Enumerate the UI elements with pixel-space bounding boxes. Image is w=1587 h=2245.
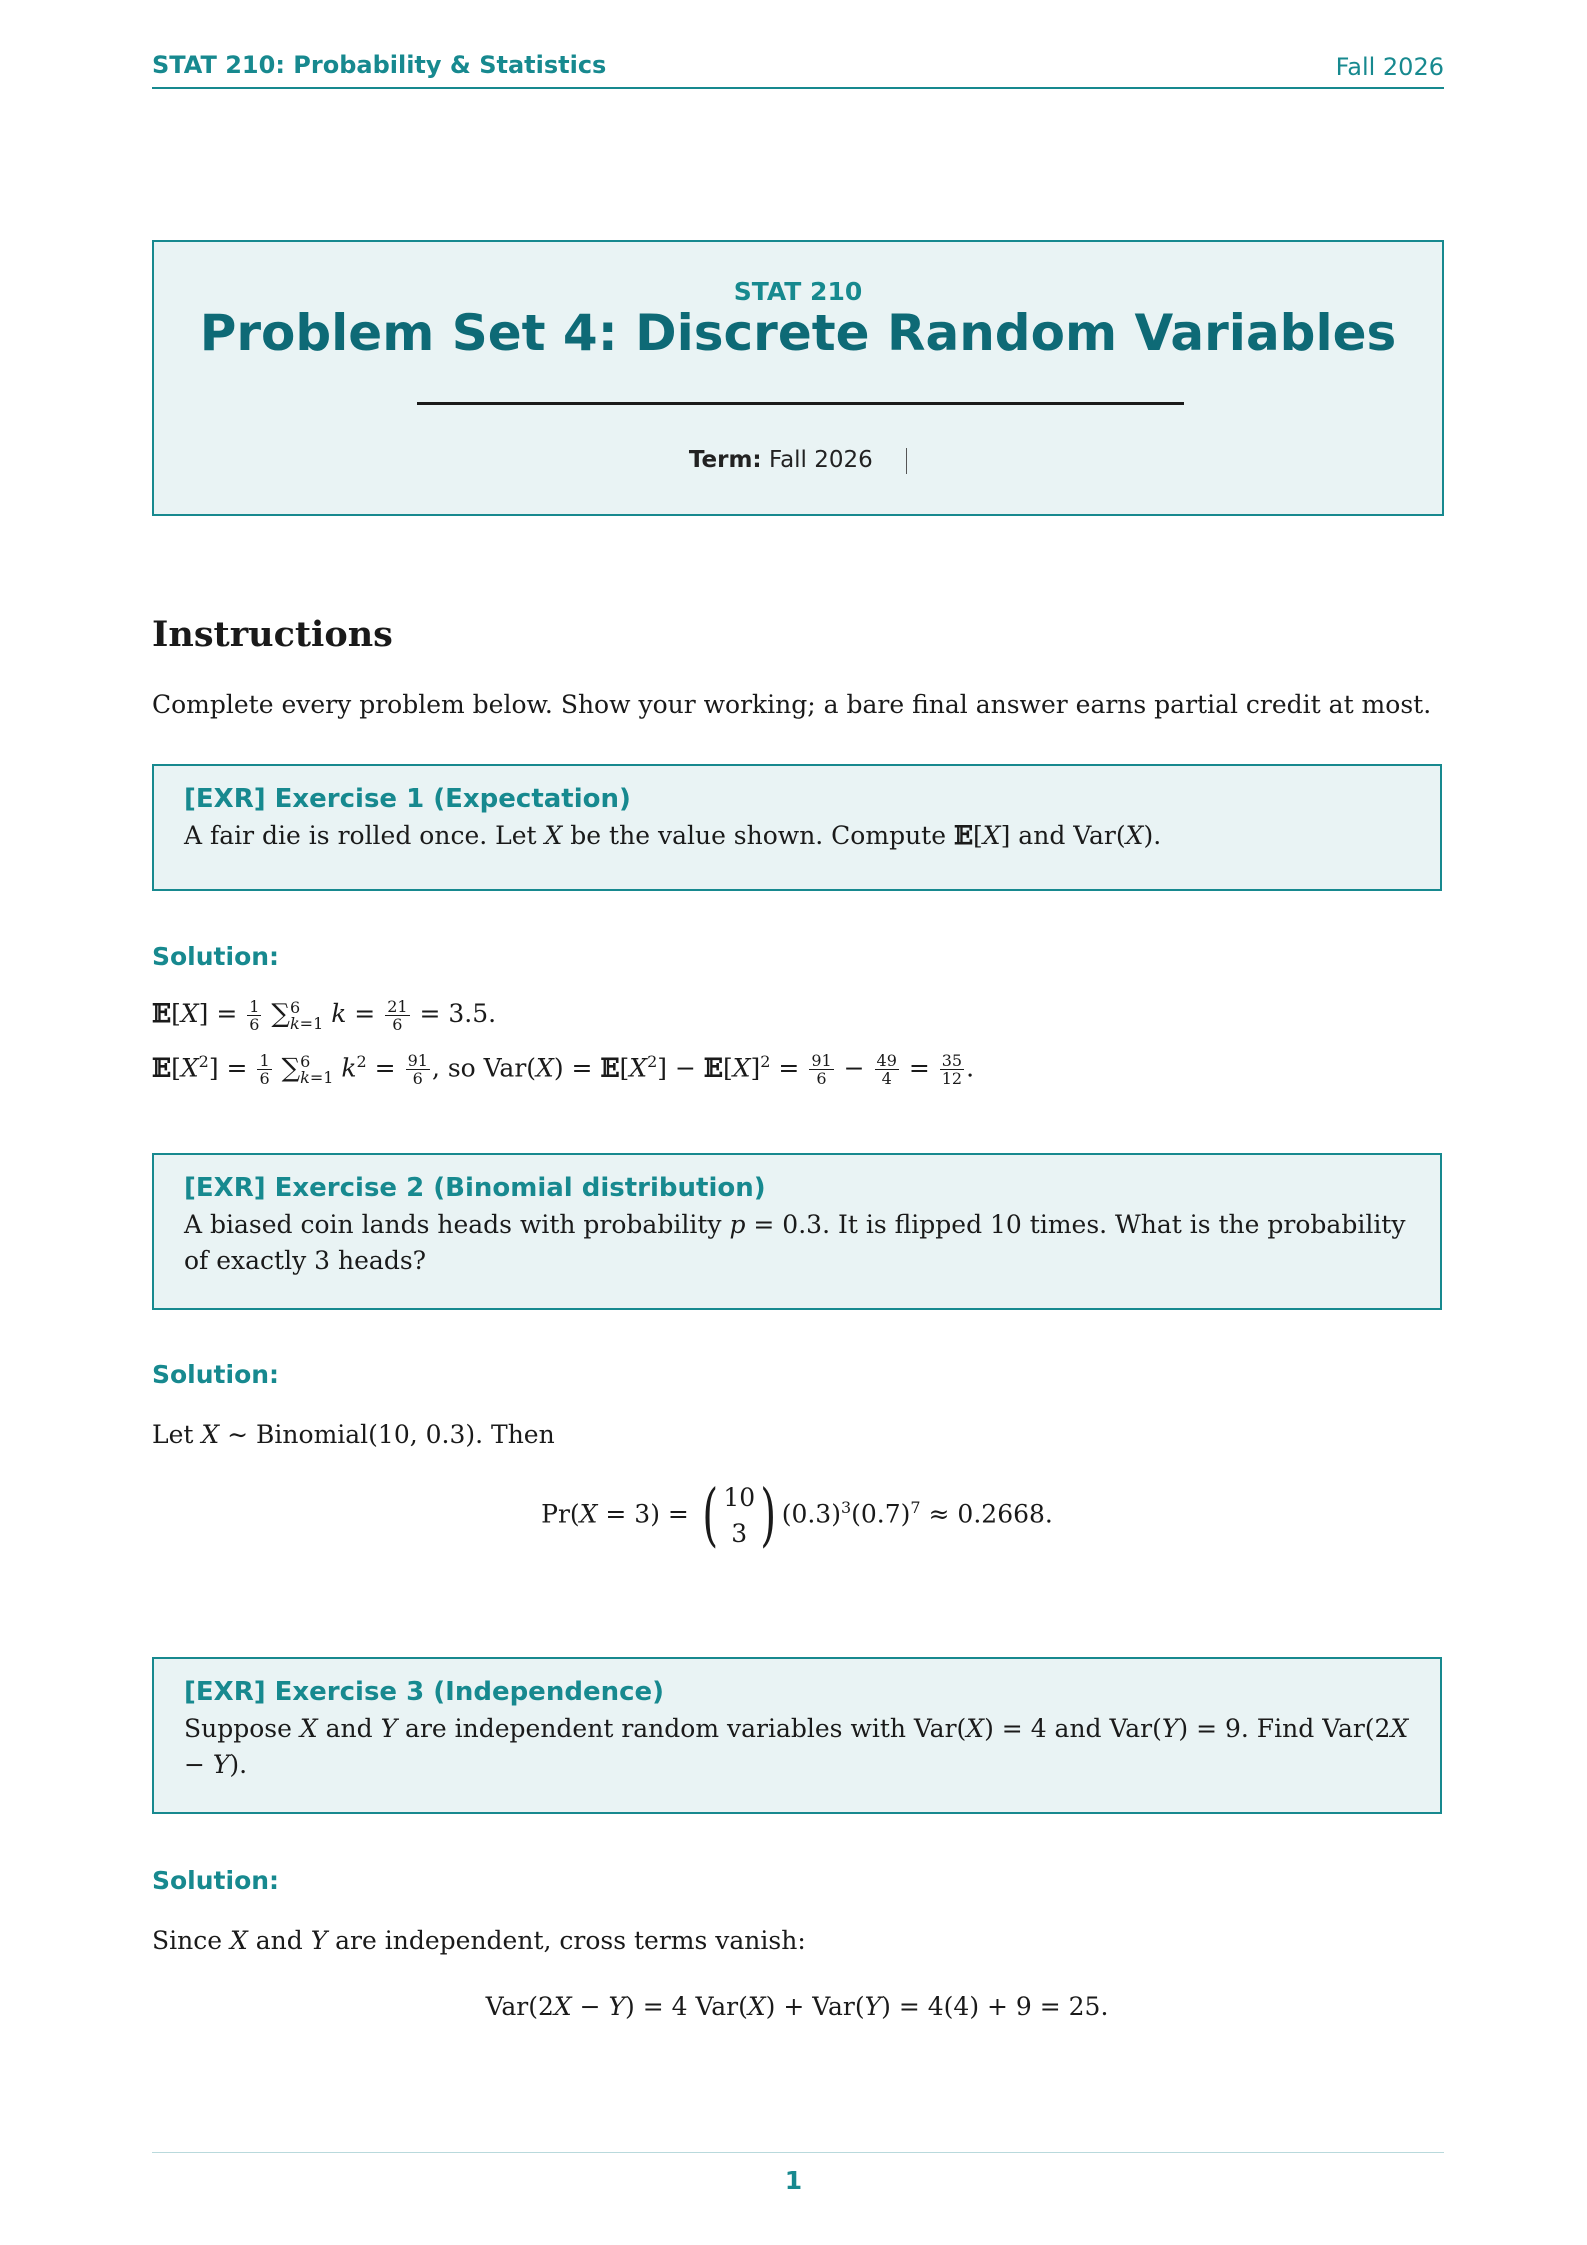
exercise-2-statement: A biased coin lands heads with probability p = 0.3. It is flipped 10 times. What is the probability of exactly 3 heads? (184, 1210, 1406, 1275)
exercise-3-solution-label: Solution: (152, 1866, 280, 1895)
term-separator (906, 448, 907, 474)
exercise-2-solution-label: Solution: (152, 1360, 280, 1389)
exercise-3-solution-line-1: Since X and Y are independent, cross terms vanish: (152, 1926, 806, 1955)
exercise-3-solution-line-2: Var(2X − Y) = 4 Var(X) + Var(Y) = 4(4) + 9 = 25. (485, 1992, 1109, 2021)
instructions-heading: Instructions (152, 614, 393, 655)
title-divider (417, 402, 1184, 405)
running-header-course: STAT 210: Probability & Statistics (152, 51, 607, 79)
exercise-2-box (152, 1153, 1442, 1310)
exercise-1-solution-line-1: 𝔼[X] = $\frac{1}{6}$ ∑6 k=1 k = $\frac{21}{6}$ = 3.5. (152, 997, 497, 1034)
exercise-3-statement: Suppose X and Y are independent random variables with Var(X) = 4 and Var(Y) = 9. Find Var(2X − Y). (184, 1714, 1409, 1779)
exercise-2-solution-line-2: Pr(X = 3) = ( 10 3 ) $(0.3)^3(0.7)^7 \approx 0.2668$. (541, 1476, 1053, 1555)
title-block (152, 240, 1444, 516)
course-tag: STAT 210 (733, 277, 863, 306)
exercise-1-solution-line-2: $𝔼[X^2]$ = $\frac{1}{6}$ ∑6 k=1 $k^2$ = $\frac{91}{6}$ , so $Var(X) = 𝔼[X^2]$ − $𝔼[X]^2$ = $\frac{91}{6}$ − $\frac{49}{4}$ = $\frac{35}{12}$ . (152, 1051, 975, 1089)
instructions-text: Complete every problem below. Show your working; a bare final answer earns partial credit at most. (152, 690, 1432, 719)
term-value: Fall 2026 (768, 447, 873, 473)
header-rule (152, 87, 1444, 89)
running-header-term: Fall 2026 (1335, 53, 1444, 81)
page-number: 1 (784, 2166, 803, 2195)
exercise-1-solution-label: Solution: (152, 942, 280, 971)
term-line (154, 447, 1442, 474)
term-label: Term: (688, 447, 762, 473)
exercise-3-title: [EXR] Exercise 3 (Independence) (184, 1677, 665, 1707)
exercise-1-title: [EXR] Exercise 1 (Expectation) (184, 784, 631, 814)
exercise-2-title: [EXR] Exercise 2 (Binomial distribution) (184, 1173, 766, 1203)
exercise-1-statement: A fair die is rolled once. Let X be the value shown. Compute 𝔼[X] and Var(X). (184, 821, 1162, 850)
page-title: Problem Set 4: Discrete Random Variables (199, 304, 1397, 362)
exercise-3-box (152, 1657, 1442, 1814)
footer-rule (152, 2152, 1444, 2153)
exercise-2-solution-line-1: Let X ∼ Binomial(10, 0.3). Then (152, 1420, 555, 1449)
exercise-1-box (152, 764, 1442, 891)
